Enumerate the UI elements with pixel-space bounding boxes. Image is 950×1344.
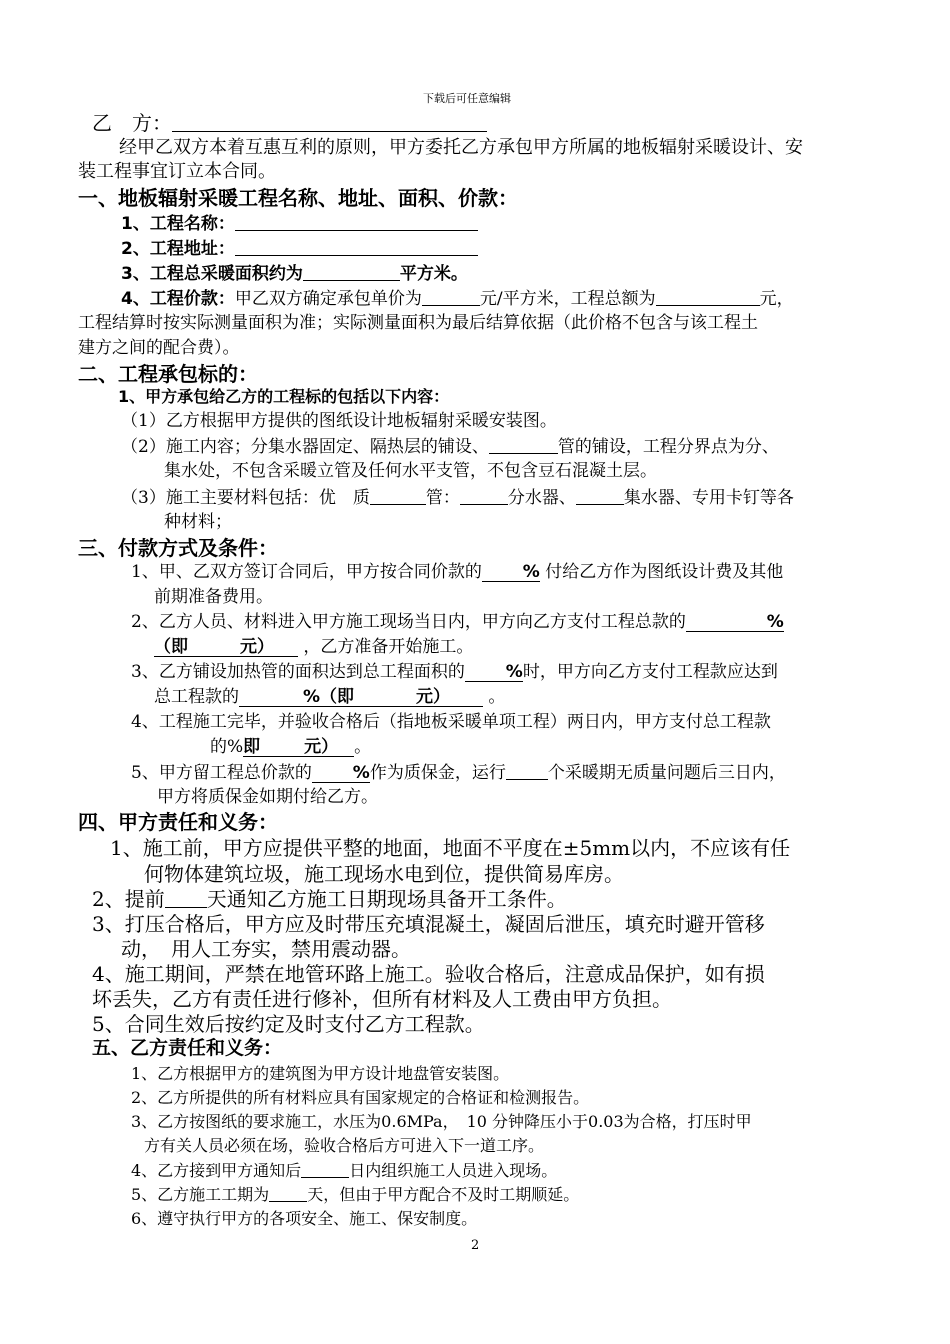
sec1-item-1-label: 1、工程名称：	[121, 214, 235, 234]
distributor-blank	[460, 489, 508, 505]
sec3-item-3-text-c: 总工程款的	[154, 687, 239, 707]
sec3-item-2-line-2	[154, 639, 473, 657]
total-amount-blank	[656, 290, 760, 306]
sec2-p2-line-2: 集水处，不包含采暖立管及任何水平支管，不包含豆石混凝土层。	[164, 461, 657, 481]
construction-days-blank	[269, 1187, 307, 1202]
heating-period-blank	[506, 764, 548, 780]
sec5-item-4	[131, 1163, 557, 1179]
sec3-item-4-amount	[243, 739, 354, 757]
sec3-item-5-text-b: 作为质保金，运行	[369, 763, 506, 783]
sec2-p2-text-a: （2）施工内容；分集水器固定、隔热层的铺设、	[121, 437, 489, 457]
party-b-blank	[172, 115, 487, 132]
sec3-item-4-pct: 的%	[210, 737, 244, 757]
sec2-p3-text-b: 管：	[425, 488, 460, 508]
sec5-item-5-text-b: 天，但由于甲方配合不及时工期顺延。	[307, 1185, 580, 1204]
sec1-item-2	[121, 240, 478, 258]
sec5-item-4-text-b: 日内组织施工人员进入现场。	[349, 1161, 558, 1180]
sec3-item-2-pct	[686, 614, 784, 632]
party-b-line	[92, 113, 487, 133]
sec3-item-2-pct-sign: %	[766, 612, 784, 632]
sec3-item-1-text-b: 付给乙方作为图纸设计费及其他	[545, 562, 784, 582]
sec3-item-3-text-b: 时，甲方向乙方支付工程款应达到	[522, 662, 778, 682]
sec4-item-4-line-2: 坏丢失，乙方有责任进行修补，但所有材料及人工费由甲方负担。	[92, 987, 672, 1011]
sec3-item-1	[131, 564, 783, 582]
notice-days-blank	[165, 890, 207, 908]
sec4-item-2	[92, 889, 567, 909]
sec3-item-2-amount	[154, 639, 298, 657]
sec1-item-3-label: 3、工程总采暖面积约为	[121, 264, 303, 284]
sec2-p1: （1）乙方根据甲方提供的图纸设计地板辐射采暖安装图。	[121, 411, 557, 431]
sec2-p2	[121, 438, 779, 456]
sec5-item-4-text-a: 4、乙方接到甲方通知后	[131, 1161, 302, 1180]
sec3-item-4-line-2	[210, 739, 371, 757]
sec5-item-6: 6、遵守执行甲方的各项安全、施工、保安制度。	[131, 1209, 478, 1228]
sec1-item-1	[121, 215, 478, 233]
sec3-item-1-text-a: 1、甲、乙双方签订合同后，甲方按合同价款的	[131, 562, 482, 582]
sec3-item-3-pct-sign: %	[505, 662, 523, 682]
section-2-title: 二、工程承包标的：	[78, 362, 258, 386]
sec3-item-3-amount	[239, 689, 483, 707]
sec3-item-5-pct	[312, 765, 370, 783]
sec3-item-5-text-c: 个采暖期无质量问题后三日内，	[547, 763, 786, 783]
intro-line-2: 装工程事宜订立本合同。	[78, 161, 276, 182]
sec4-item-2-text-a: 2、提前	[92, 887, 165, 911]
pipe-material-blank	[370, 489, 426, 505]
sec3-item-5-line-2: 甲方将质保金如期付给乙方。	[157, 787, 378, 807]
unit-price-blank	[422, 290, 480, 306]
sec1-item-3-unit: 平方米。	[399, 264, 468, 284]
sec2-sub-1: 1、甲方承包给乙方的工程标的包括以下内容：	[118, 387, 450, 406]
project-address-blank	[235, 240, 478, 256]
sec5-item-5	[131, 1187, 579, 1203]
section-1-title: 一、地板辐射采暖工程名称、地址、面积、价款：	[78, 186, 518, 210]
sec3-item-3	[131, 664, 778, 682]
sec3-item-2-text-a: 2、乙方人员、材料进入甲方施工现场当日内，甲方向乙方支付工程总款的	[131, 612, 686, 632]
area-blank	[303, 265, 400, 281]
sec1-item-4-line-3: 建方之间的配合费）。	[78, 338, 240, 358]
sec5-item-3-line-2: 方有关人员必须在场，验收合格后方可进入下一道工序。	[144, 1136, 545, 1155]
sec1-item-2-label: 2、工程地址：	[121, 239, 235, 259]
sec1-item-3	[121, 265, 468, 283]
sec1-item-4-line-2: 工程结算时按实际测量面积为准；实际测量面积为最后结算依据（此价格不包含与该工程土	[78, 313, 758, 333]
sec4-item-3-line-2: 动， 用人工夯实，禁用震动器。	[121, 937, 411, 961]
sec3-item-5	[131, 764, 786, 783]
section-5-title: 五、乙方责任和义务：	[92, 1037, 283, 1059]
entry-days-blank	[301, 1163, 349, 1178]
sec3-item-4-period: 。	[354, 737, 372, 757]
sec1-item-4-label: 4、工程价款：	[121, 289, 235, 309]
collector-blank	[576, 489, 624, 505]
sec3-item-3-pct	[465, 664, 523, 682]
sec4-item-1: 1、施工前，甲方应提供平整的地面，地面不平度在±5mm以内，不应该有任	[110, 836, 791, 860]
sec3-item-4: 4、工程施工完毕，并验收合格后（指地板采暖单项工程）两日内，甲方支付总工程款	[131, 712, 771, 732]
sec4-item-5: 5、合同生效后按约定及时支付乙方工程款。	[92, 1012, 485, 1036]
sec2-p3-line-2: 种材料；	[164, 512, 232, 532]
sec5-item-2: 2、乙方所提供的所有材料应具有国家规定的合格证和检测报告。	[131, 1088, 590, 1107]
sec4-item-2-text-b: 天通知乙方施工日期现场具备开工条件。	[206, 887, 567, 911]
sec3-item-3-pct-open: %（即	[303, 687, 355, 707]
sec3-item-5-pct-sign: %	[352, 763, 370, 783]
sec2-p2-text-b: 管的铺设，工程分界点为分、	[557, 437, 779, 457]
page-header: 下载后可任意编辑	[423, 92, 511, 105]
sec1-item-4-text-c: 元，	[759, 289, 794, 309]
sec4-item-3: 3、打压合格后，甲方应及时带压充填混凝土，凝固后泄压，填充时避开管移	[92, 912, 765, 936]
sec3-item-2-yuan: 元）	[240, 637, 274, 657]
section-3-title: 三、付款方式及条件：	[78, 536, 278, 560]
sec4-item-1-line-2: 何物体建筑垃圾，施工现场水电到位，提供简易库房。	[144, 862, 624, 886]
sec1-item-4	[121, 290, 794, 308]
sec3-item-5-text-a: 5、甲方留工程总价款的	[131, 763, 312, 783]
sec3-item-4-yuan: 元）	[304, 737, 339, 757]
sec1-item-4-text-a: 甲乙双方确定承包单价为	[234, 289, 422, 309]
sec3-item-1-line-2: 前期准备费用。	[154, 587, 273, 607]
sec3-item-3-line-2	[154, 689, 505, 707]
sec3-item-3-period: 。	[488, 687, 506, 707]
sec3-item-3-yuan: 元）	[416, 687, 451, 707]
sec3-item-4-ji: 即	[243, 737, 261, 757]
sec2-p3-text-a: （3）施工主要材料包括：优 质	[121, 488, 370, 508]
sec3-item-1-pct	[482, 564, 540, 582]
sec2-p3-text-c: 分水器、	[507, 488, 576, 508]
sec3-item-2-text-c: ，乙方准备开始施工。	[303, 637, 474, 657]
sec3-item-2-open: （即	[154, 637, 188, 657]
sec3-item-1-pct-sign: %	[522, 562, 540, 582]
sec5-item-5-text-a: 5、乙方施工工期为	[131, 1185, 270, 1204]
section-4-title: 四、甲方责任和义务：	[78, 810, 278, 834]
sec3-item-3-text-a: 3、乙方铺设加热管的面积达到总工程面积的	[131, 662, 465, 682]
page-number: 2	[471, 1238, 480, 1253]
sec2-p3-text-d: 集水器、专用卡钉等各	[623, 488, 794, 508]
sec3-item-2	[131, 614, 784, 632]
sec1-item-4-text-b: 元/平方米，工程总额为	[479, 289, 656, 309]
project-name-blank	[235, 215, 478, 231]
sec5-item-3: 3、乙方按图纸的要求施工，水压为0.6MPa， 10 分钟降压小于0.03为合格，打压时甲	[131, 1112, 752, 1131]
sec2-p3	[121, 489, 794, 507]
pipe-type-blank	[489, 438, 558, 454]
sec5-item-1: 1、乙方根据甲方的建筑图为甲方设计地盘管安装图。	[131, 1064, 510, 1083]
sec4-item-4: 4、施工期间，严禁在地管环路上施工。验收合格后，注意成品保护，如有损	[92, 962, 765, 986]
party-b-label: 乙 方：	[92, 111, 172, 135]
intro-line-1: 经甲乙双方本着互惠互利的原则，甲方委托乙方承包甲方所属的地板辐射采暖设计、安	[119, 137, 803, 158]
